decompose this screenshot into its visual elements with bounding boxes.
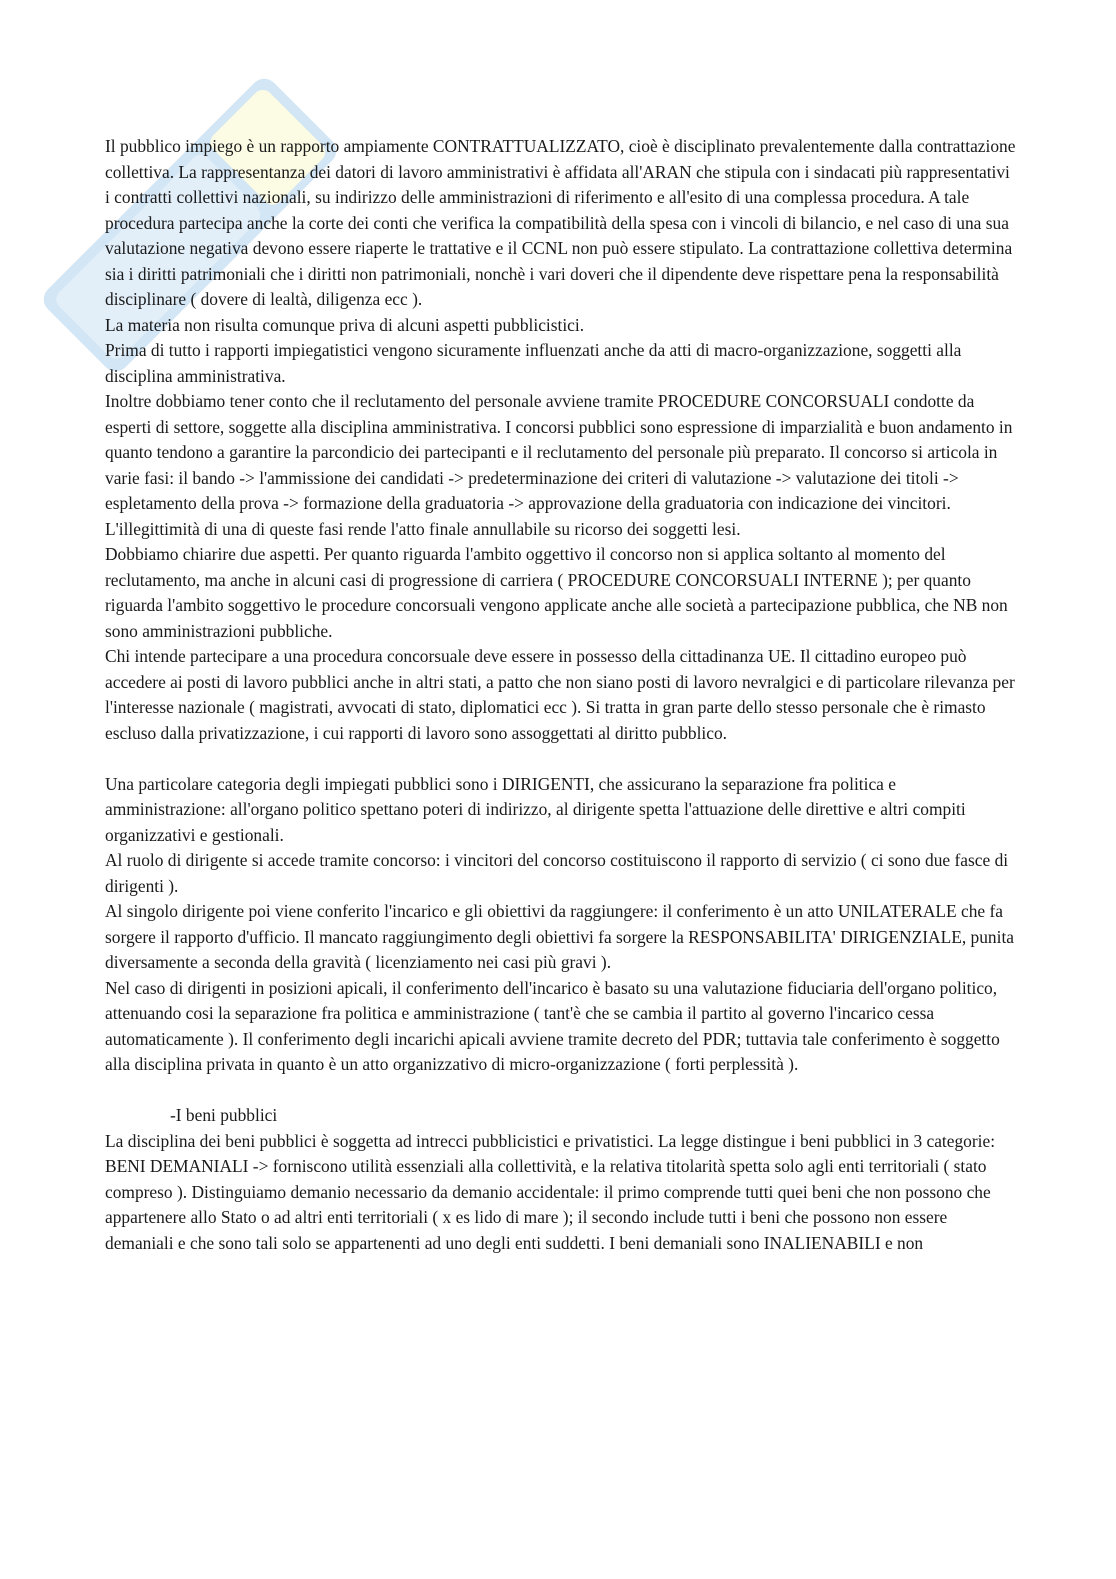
paragraph-spacer	[105, 746, 1017, 772]
paragraph-contrattualizzazione: Il pubblico impiego è un rapporto ampiamente CONTRATTUALIZZATO, cioè è disciplinato prevalentemente dalla contrattazione collettiva. La rappresentanza dei datori di lavoro amministrativi è affidata all'ARAN che stipula con i sindacati più rappresentativi i contratti collettivi nazionali, su indirizzo delle amministrazioni di riferimento e all'esito di una complessa procedura. A tale procedura partecipa anche la corte dei conti che verifica la compatibilità della spesa con i vincoli di bilancio, e nel caso di una sua valutazione negativa devono essere riaperte le trattative e il CCNL non può essere stipulato. La contrattazione collettiva determina sia i diritti patrimoniali che i diritti non patrimoniali, nonchè i vari doveri che il dipendente deve rispettare pena la responsabilità disciplinare ( dovere di lealtà, diligenza ecc ).	[105, 136, 1016, 309]
paragraph-macro-organizzazione: Prima di tutto i rapporti impiegatistici vengono sicuramente influenzati anche da atti di macro-organizzazione, soggetti alla disciplina amministrativa.	[105, 340, 962, 386]
paragraph-beni-pubblici-intro: La disciplina dei beni pubblici è soggetta ad intrecci pubblicistici e privatistici. La legge distingue i beni pubblici in 3 categorie:	[105, 1130, 996, 1151]
section-heading-beni-pubblici: -I beni pubblici	[170, 1105, 278, 1125]
paragraph-dirigenti-apicali: Nel caso di dirigenti in posizioni apicali, il conferimento dell'incarico è basato su una valutazione fiduciaria dell'organo politico, attenuando cosi la separazione fra politica e amministrazione ( tant'è che se cambia il partito al governo l'incarico cessa automaticamente ). Il conferimento degli incarichi apicali avviene tramite decreto del PDR; tuttavia tale conferimento è soggetto alla disciplina privata in quanto è un atto organizzativo di micro-organizzazione ( forti perplessità ).	[105, 977, 1000, 1074]
paragraph-procedure-concorsuali: Inoltre dobbiamo tener conto che il reclutamento del personale avviene tramite PROCEDURE CONCORSUALI condotte da esperti di settore, soggette alla disciplina amministrativa. I concorsi pubblici sono espressione di imparzialità e buon andamento in quanto tendono a garantire la parcondicio dei partecipanti e il reclutamento del personale più preparato. Il concorso si articola in varie fasi: il bando -> l'ammissione dei candidati -> predeterminazione dei criteri di valutazione -> valutazione dei titoli -> espletamento della prova -> formazione della graduatoria -> approvazione della graduatoria con indicazione dei vincitori. L'illegittimità di una di queste fasi rende l'atto finale annullabile su ricorso dei soggetti lesi.	[105, 391, 1013, 539]
paragraph-incarico-dirigente: Al singolo dirigente poi viene conferito l'incarico e gli obiettivi da raggiungere: il conferimento è un atto UNILATERALE che fa sorgere il rapporto d'ufficio. Il mancato raggiungimento degli obiettivi fa sorgere la RESPONSABILITA' DIRIGENZIALE, punita diversamente a seconda della gravità ( licenziamento nei casi più gravi ).	[105, 901, 1014, 972]
paragraph-dirigenti: Una particolare categoria degli impiegati pubblici sono i DIRIGENTI, che assicurano la separazione fra politica e amministrazione: all'organo politico spettano poteri di indirizzo, al dirigente spetta l'attuazione delle direttive e altri compiti organizzativi e gestionali.	[105, 773, 966, 845]
paragraph-spacer	[105, 1078, 1017, 1104]
paragraph-aspetti-pubblicistici: La materia non risulta comunque priva di alcuni aspetti pubblicistici.	[105, 314, 585, 335]
paragraph-cittadinanza-ue: Chi intende partecipare a una procedura concorsuale deve essere in possesso della cittadinanza UE. Il cittadino europeo può accedere ai posti di lavoro pubblici anche in altri stati, a patto che non siano posti di lavoro nevralgici e di particolare rilevanza per l'interesse nazionale ( magistrati, avvocati di stato, diplomatici ecc ). Si tratta in gran parte dello stesso personale che è rimasto escluso dalla privatizzazione, i cui rapporti di lavoro sono assoggettati al diritto pubblico.	[105, 646, 1015, 743]
paragraph-beni-demaniali: BENI DEMANIALI -> forniscono utilità essenziali alla collettività, e la relativa titolarità spetta solo agli enti territoriali ( stato compreso ). Distinguiamo demanio necessario da demanio accidentale: il primo comprende tutti quei beni che non possono che appartenere allo Stato o ad altri enti territoriali ( x es lido di mare ); il secondo include tutti i beni che possono non essere demaniali e che sono tali solo se appartenenti ad uno degli enti suddetti. I beni demaniali sono INALIENABILI e non	[105, 1156, 991, 1253]
paragraph-ruolo-dirigente: Al ruolo di dirigente si accede tramite concorso: i vincitori del concorso costituiscono il rapporto di servizio ( ci sono due fasce di dirigenti ).	[105, 850, 1009, 896]
paragraph-ambito-concorso: Dobbiamo chiarire due aspetti. Per quanto riguarda l'ambito oggettivo il concorso non si applica soltanto al momento del reclutamento, ma anche in alcuni casi di progressione di carriera ( PROCEDURE CONCORSUALI INTERNE ); per quanto riguarda l'ambito soggettivo le procedure concorsuali vengono applicate anche alle società a partecipazione pubblica, che NB non sono amministrazioni pubbliche.	[105, 544, 1008, 641]
document-body	[105, 134, 1017, 1256]
